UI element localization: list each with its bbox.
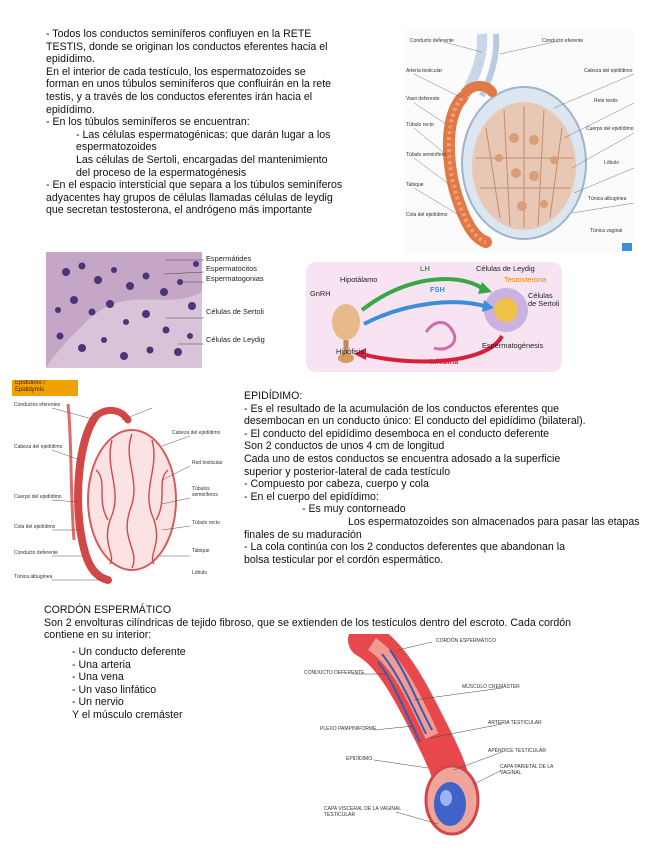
label-celulas-leydig: Células de Leydig — [206, 335, 265, 344]
text-line: epidídimo. — [46, 53, 95, 66]
text-line: - Es muy contorneado — [302, 503, 406, 516]
text-line: adyacentes hay grupos de células llamadas células de leydig — [46, 191, 333, 204]
label-gnrh: GnRH — [310, 289, 331, 298]
text-line: Cada uno de estos conductos se encuentra adosado a la superficie — [244, 452, 561, 465]
label-conducto-eferente: Conducto eferente — [542, 38, 584, 44]
text-line: - La cola continúa con los 2 conductos deferentes que abandonan la — [244, 541, 565, 554]
text-line: - En los túbulos seminíferos se encuentran: — [46, 116, 250, 129]
text-line: TESTIS, donde se originan los conductos eferentes hacia el — [46, 40, 328, 53]
label-espermatocitos: Espermatocitos — [206, 264, 257, 273]
label-right-tubulo-recto: Túbulo recto — [192, 520, 220, 526]
text-line: del proceso de la espermatogénesis — [76, 166, 247, 179]
epididymis-text — [244, 390, 654, 566]
label-hipotalamo: Hipotálamo — [340, 275, 378, 284]
label-tabique: Tabique — [406, 182, 424, 188]
label-epididimo-cord: EPIDÍDIMO — [346, 756, 373, 762]
label-cordon-espermatico: CORDÓN ESPERMÁTICO — [436, 638, 497, 644]
label-capa-visceral: CAPA VISCERAL DE LA VAGINAL TESTICULAR — [324, 806, 401, 818]
label-tubulo-recto: Túbulo recto — [406, 122, 434, 128]
label-vaso-deferente: Vaso deferente — [406, 96, 440, 102]
epididymis-figure — [12, 380, 230, 590]
list-item: - Una vena — [72, 671, 124, 684]
text-line: En el interior de cada testículo, los espermatozoides se — [46, 65, 306, 78]
label-left-cabeza-epididimo: Cabeza del epidídimo — [14, 444, 63, 450]
label-lh: LH — [420, 264, 430, 273]
list-item: Y el músculo cremáster — [72, 708, 183, 721]
label-conducto-deferente: Conducto deferente — [410, 38, 454, 44]
epididymis-title: EPIDÍDIMO: — [244, 390, 303, 402]
label-left-cuerpo-epididimo: Cuerpo del epidídimo — [14, 494, 62, 500]
text-line: - Todos los conductos seminíferos confluyen en la RETE — [46, 28, 312, 40]
text-line: Son 2 envolturas cilíndricas de tejido fibroso, que se extienden de los testículos dentro del escroto. Cada cordón — [44, 616, 572, 629]
label-espermatides: Espermátides — [206, 254, 252, 263]
text-line: - Las células espermatogénicas: que darán lugar a los — [76, 128, 331, 141]
label-right-tubulos-seminiferos: Túbulos seminíferos — [192, 486, 218, 498]
text-line: - En el espacio intersticial que separa a los túbulos seminíferos — [46, 179, 343, 192]
epididymis-header-line1: Epidídimo / — [15, 380, 46, 386]
label-cord-conducto-deferente: CONDUCTO DEFERENTE — [304, 670, 365, 676]
testis-anatomy-figure — [404, 28, 634, 254]
label-rete-testis: Rete testis — [594, 98, 618, 104]
label-tunica-albuginea: Túnica albugínea — [588, 196, 627, 202]
text-line: Las células de Sertoli, encargadas del mantenimiento — [76, 153, 328, 166]
label-celulas-sertoli: Células de Sertoli — [206, 307, 264, 316]
text-line: bolsa testicular por el cordón espermático. — [244, 553, 444, 566]
label-testosterona: Testosterona — [504, 275, 547, 284]
text-line: forman en unos túbulos seminíferos que confluirán en la rete — [46, 78, 332, 91]
list-item: - Un nervio — [72, 696, 124, 709]
testis-illustration — [404, 28, 634, 254]
text-line: superior y posterior-lateral de cada testículo — [244, 465, 451, 478]
text-line: - En el cuerpo del epidídimo: — [244, 490, 379, 503]
text-line: espermatozoides — [76, 141, 157, 154]
label-tubulo-seminifero: Túbulo seminífero — [406, 152, 447, 158]
text-line: Son 2 conductos de unos 4 cm de longitud — [244, 440, 445, 453]
label-apendice-testicular: APÉNDICE TESTICULAR — [488, 748, 546, 754]
label-espermatogenesis: Espermatogénesis — [482, 341, 544, 350]
label-conductos-eferentes: Conductos eferentes — [14, 402, 61, 408]
text-line: desembocan en un conducto único: El conducto del epidídimo (bilateral). — [244, 415, 586, 428]
label-cabeza-epididimo: Cabeza del epidídimo — [584, 68, 633, 74]
label-cola-epididimo: Cola del epidídimo — [406, 212, 448, 218]
epididymis-header-line2: Epididymis — [15, 387, 45, 393]
histology-figure — [46, 252, 292, 368]
epididymis-illustration — [12, 380, 230, 590]
label-left-conducto-deferente: Conducto deferente — [14, 550, 58, 556]
label-tunica-vaginal: Túnica vaginal — [590, 228, 623, 234]
label-musculo-cremaster: MÚSCULO CREMÁSTER — [462, 684, 520, 690]
label-right-red-testicular: Red testicular — [192, 460, 223, 466]
label-arteria-testicular: Arteria testicular — [406, 68, 443, 74]
seminiferous-text — [46, 28, 400, 217]
label-espermatogonias: Espermatogonias — [206, 274, 264, 283]
label-cuerpo-epididimo: Cuerpo del epidídimo — [586, 126, 634, 132]
label-inhibina: Inhibina — [430, 357, 459, 366]
text-line: finales de su maduración — [244, 528, 362, 541]
text-line: - Compuesto por cabeza, cuerpo y cola — [244, 478, 429, 491]
text-line: contiene en su interior: — [44, 629, 152, 642]
spermatic-cord-list — [72, 646, 292, 722]
label-plexo-pampiniforme: PLEXO PAMPINIFORME — [320, 726, 377, 732]
label-right-cabeza-epididimo: Cabeza del epidídimo — [172, 430, 221, 436]
label-arteria-testicular-cord: ARTERIA TESTICULAR — [488, 720, 542, 726]
spermatic-cord-title: CORDÓN ESPERMÁTICO — [44, 604, 172, 616]
label-hipofisis: Hipófisis — [336, 347, 364, 356]
label-hormone-sertoli: Células de Sertoli — [528, 291, 560, 308]
list-item: - Un vaso linfático — [72, 683, 157, 696]
list-item: - Una arteria — [72, 658, 131, 671]
text-line: epidídimo. — [46, 103, 95, 116]
text-line: que secretan testosterona, el andrógeno más importante — [46, 204, 313, 217]
label-left-cola-epididimo: Cola del epidídimo — [14, 524, 56, 530]
text-line: testis, y a través de los conductos eferentes irán hacia el — [46, 90, 313, 103]
text-line: Los espermatozoides son almacenados para pasar las etapas — [348, 515, 640, 528]
spermatic-cord-figure — [302, 634, 562, 840]
text-line: - Es el resultado de la acumulación de los conductos eferentes que — [244, 402, 560, 415]
label-right-tabique: Tabique — [192, 548, 210, 554]
hormone-regulation-figure — [306, 262, 562, 372]
list-item: - Un conducto deferente — [72, 646, 186, 658]
label-lobulo: Lóbulo — [604, 160, 620, 166]
label-right-lobulo: Lóbulo — [192, 570, 208, 576]
text-line: - El conducto del epidídimo desemboca en el conducto deferente — [244, 427, 550, 440]
label-fsh: FSH — [430, 285, 445, 294]
label-left-tunica-albuginea: Túnica albugínea — [14, 574, 53, 580]
label-hormone-leydig: Células de Leydig — [476, 264, 535, 273]
label-capa-parietal: CAPA PARIETAL DE LA VAGINAL — [500, 764, 554, 776]
